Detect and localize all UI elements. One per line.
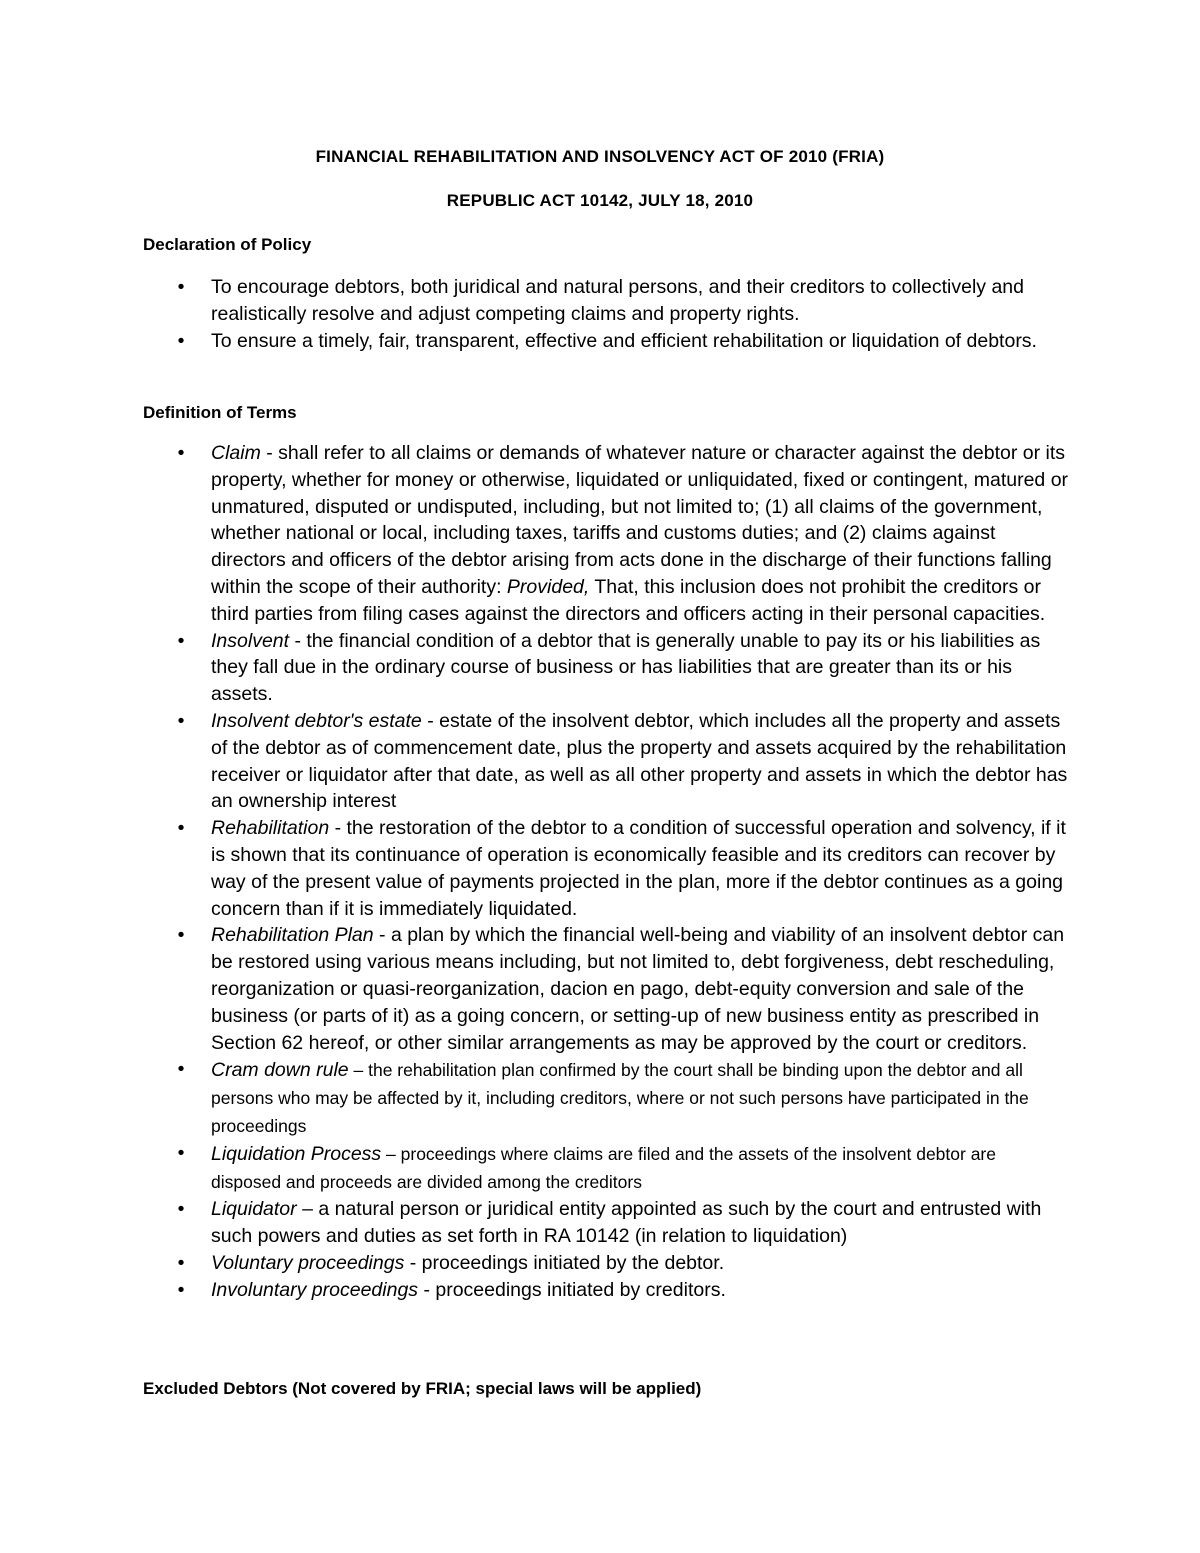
list-item	[0, 708, 1200, 815]
definition-text: – the rehabilitation plan confirmed by the court shall be binding upon the debtor and all persons who may be affected by it, including creditors, where or not such persons have participated in the proceedings	[211, 1060, 1029, 1137]
definition-text: - estate of the insolvent debtor, which includes all the property and assets of the debtor as of commencement date, plus the property and assets acquired by the rehabilitation receiver or liquidator after that date, as well as all other property and assets in which the debtor has an ownership interest	[211, 709, 1068, 813]
list-item	[0, 1196, 1200, 1250]
policy-list	[0, 274, 1200, 354]
definitions-heading: Definition of Terms	[143, 403, 297, 422]
bullet-icon: •	[177, 276, 185, 298]
policy-item-text: To ensure a timely, fair, transparent, effective and efficient rehabilitation or liquidation of debtors.	[211, 329, 1037, 352]
list-item	[0, 1056, 1200, 1140]
bullet-icon: •	[177, 329, 185, 352]
document-title: FINANCIAL REHABILITATION AND INSOLVENCY ACT OF 2010 (FRIA)	[315, 147, 885, 166]
bullet-icon: •	[177, 442, 185, 464]
bullet-icon: •	[177, 817, 185, 840]
definition-term: Cram down rule	[211, 1059, 349, 1082]
definition-text: - a plan by which the financial well-being and viability of an insolvent debtor can be restored using various means including, but not limited to, debt forgiveness, debt rescheduling, reorganization or quasi-reorganization, dacion en pago, debt-equity conversion and sale of the business (or parts of it) as a going concern, or setting-up of new business entity as prescribed in Section 62 hereof, or other similar arrangements as may be approved by the court or creditors.	[211, 924, 1065, 1054]
definition-text: - proceedings initiated by the debtor.	[404, 1251, 725, 1274]
definition-term: Voluntary proceedings	[211, 1251, 405, 1274]
definition-text: – proceedings where claims are filed and the assets of the insolvent debtor are disposed and proceeds are divided among the creditors	[211, 1144, 996, 1193]
list-item	[0, 440, 1200, 628]
list-item	[0, 328, 1200, 355]
bullet-icon: •	[177, 1198, 185, 1221]
list-item	[0, 274, 1200, 328]
bullet-icon: •	[177, 1142, 185, 1165]
provided-term: Provided,	[506, 575, 590, 598]
excluded-heading: Excluded Debtors (Not covered by FRIA; special laws will be applied)	[143, 1379, 702, 1398]
definition-term: Insolvent	[211, 629, 290, 652]
bullet-icon: •	[177, 629, 185, 652]
list-item	[0, 922, 1200, 1056]
definition-text: - the restoration of the debtor to a condition of successful operation and solvency, if it is shown that its continuance of operation is economically feasible and its creditors can recover by way of the present value of payments projected in the plan, more if the debtor continues as a going concern than if it is immediately liquidated.	[211, 817, 1066, 920]
definition-text: - the financial condition of a debtor that is generally unable to pay its or his liabilities as they fall due in the ordinary course of business or has liabilities that are greater than its or his assets.	[211, 629, 1041, 706]
definition-text: - proceedings initiated by creditors.	[418, 1278, 726, 1301]
policy-heading: Declaration of Policy	[143, 235, 312, 254]
definition-term: Insolvent debtor's estate	[211, 709, 422, 732]
definition-term: Liquidation Process	[211, 1143, 382, 1166]
definitions-list	[0, 440, 1200, 1304]
definition-text: - shall refer to all claims or demands of whatever nature or character against the debtor or its property, whether for money or otherwise, liquidated or unliquidated, fixed or contingent, matured or unmatured, disputed or undisputed, including, but not limited to; (1) all claims of the government, whether national or local, including taxes, tariffs and customs duties; and (2) claims against directors and officers of the debtor arising from acts done in the discharge of their functions falling within the scope of their authority:	[211, 442, 1069, 598]
definition-term: Claim	[211, 442, 261, 464]
definition-term: Involuntary proceedings	[211, 1278, 419, 1301]
bullet-icon: •	[177, 709, 185, 732]
bullet-icon: •	[177, 1251, 185, 1274]
bullet-icon: •	[177, 1058, 185, 1081]
definition-text: That, this inclusion does not prohibit the creditors or third parties from filing cases against the directors and officers acting in their personal capacities.	[211, 575, 1046, 625]
definition-term: Rehabilitation Plan	[211, 924, 374, 947]
definition-term: Rehabilitation	[211, 817, 330, 840]
list-item	[0, 1140, 1200, 1196]
definition-term: Liquidator	[211, 1198, 297, 1221]
bullet-icon: •	[177, 924, 185, 947]
list-item	[0, 815, 1200, 922]
document-subtitle: REPUBLIC ACT 10142, JULY 18, 2010	[446, 191, 754, 210]
definition-text: – a natural person or juridical entity appointed as such by the court and entrusted with such powers and duties as set forth in RA 10142 (in relation to liquidation)	[211, 1198, 1042, 1248]
bullet-icon: •	[177, 1278, 185, 1301]
list-item	[0, 1250, 1200, 1277]
list-item	[0, 628, 1200, 708]
list-item	[0, 1277, 1200, 1304]
policy-item-text: To encourage debtors, both juridical and natural persons, and their creditors to collectively and realistically resolve and adjust competing claims and property rights.	[211, 276, 1024, 325]
